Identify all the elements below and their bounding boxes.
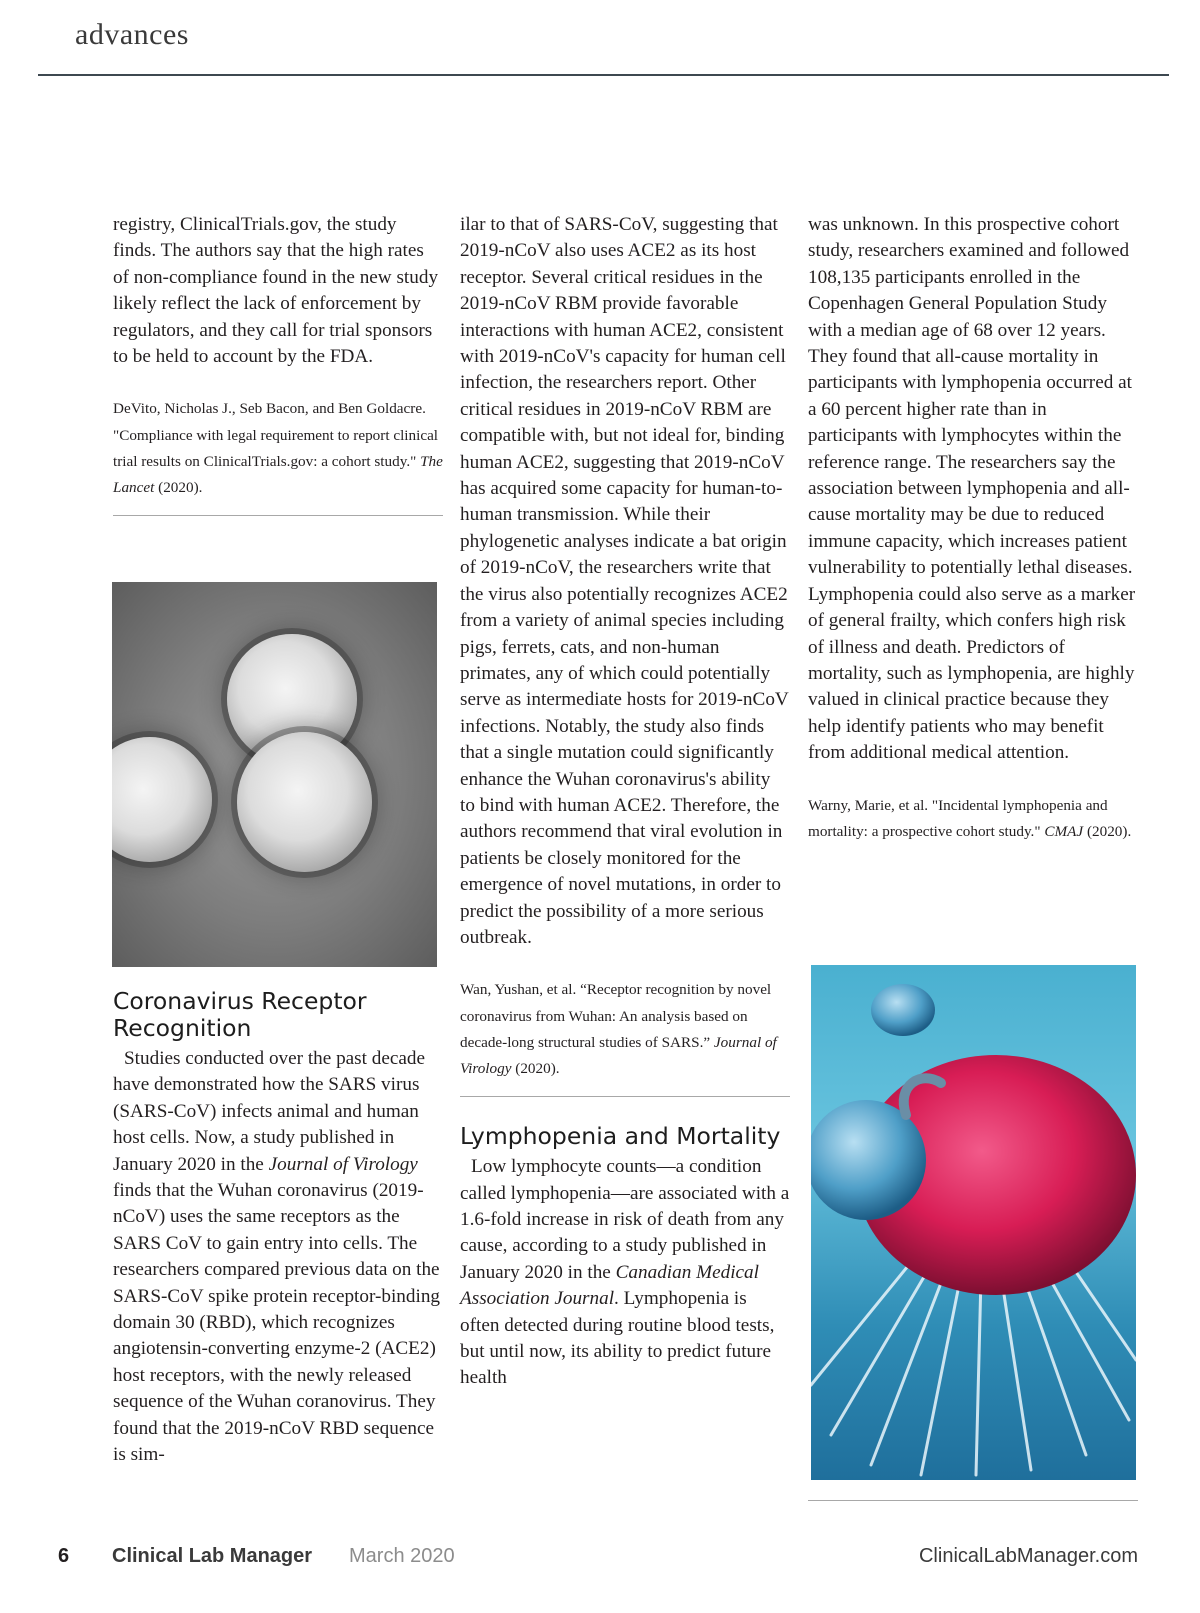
col1-paragraph-2 [113, 1046, 443, 1469]
col2-reference [460, 977, 790, 1082]
ref-text: Warny, Marie, et al. "Incidental lymphopenia and mortality: a prospective cohort study." [808, 796, 1108, 840]
col1-paragraph-1: registry, ClinicalTrials.gov, the study finds. The authors say that the high rates of non-compliance found in the new study likely reflect the lack of enforcement by regulators, and they call for trial sponsors to be held to account by the FDA. [113, 214, 439, 368]
lymphocyte-illustration [811, 965, 1136, 1480]
text-run: Low lymphocyte counts—a condition called lymphopenia—are associated with a 1.6-fold increase in risk of death from any cause, according to a study published in January 2020 in the [460, 1156, 790, 1283]
text-run: . Lymphopenia is often detected during routine blood tests, but until now, its ability to predict future health [460, 1288, 775, 1389]
virion [237, 732, 372, 872]
journal-name: Journal of Virology [268, 1153, 418, 1175]
issue-date: March 2020 [349, 1545, 455, 1567]
column-1-lower [113, 988, 443, 1469]
text-run: Studies conducted over the past decade have demonstrated how the SARS virus (SARS-CoV) infects animal and human host cells. Now, a study published in January 2020 in the [113, 1048, 426, 1175]
column-1 [113, 212, 443, 516]
ref-journal: The Lancet [113, 452, 443, 497]
divider [113, 515, 443, 516]
col3-reference [808, 793, 1138, 845]
ref-year: (2020). [154, 479, 203, 497]
journal-name: Canadian Medical Association Journal [460, 1261, 759, 1310]
article-heading-lymphopenia: Lymphopenia and Mortality [460, 1122, 781, 1151]
ref-year: (2020). [511, 1059, 560, 1077]
coronavirus-micrograph [112, 582, 437, 967]
ref-journal: CMAJ [1044, 822, 1084, 840]
ref-year: (2020). [1083, 822, 1132, 840]
section-label: advances [75, 18, 189, 51]
text-run: finds that the Wuhan coronavirus (2019-nCoV) uses the same receptors as the SARS CoV to gain entry into cells. The researchers compared previous data on the SARS-CoV spike protein receptor-binding domain 30 (RBD), which recognizes angiotensin-converting enzyme-2 (ACE2) host receptors, with the newly released sequence of the Wuhan coranovirus. They found that the 2019-nCoV RBD sequence is sim- [113, 1180, 441, 1466]
divider [460, 1096, 790, 1097]
divider [808, 1500, 1138, 1501]
ref-text: DeVito, Nicholas J., Seb Bacon, and Ben Goldacre. "Compliance with legal requirement to report clinical trial results on ClinicalTrials.gov: a cohort study." [113, 400, 439, 470]
col1-reference [113, 396, 443, 501]
cell-artwork [811, 965, 1136, 1480]
column-3-lower [808, 1500, 1138, 1501]
column-3 [808, 212, 1138, 845]
header-rule [38, 74, 1169, 76]
column-2 [460, 212, 790, 1392]
col2-paragraph-2 [460, 1154, 790, 1392]
ref-text: Wan, Yushan, et al. “Receptor recognition by novel coronavirus from Wuhan: An analysis based on decade-long structural studies of SARS.” [460, 981, 772, 1051]
website-link[interactable]: ClinicalLabManager.com [918, 1545, 1138, 1567]
col2-paragraph-1: ilar to that of SARS-CoV, suggesting that 2019-nCoV also uses ACE2 as its host receptor. Several critical residues in the 2019-nCoV RBM provide favorable interactions with human ACE2, consistent with 2019-nCoV's capacity for human cell infection, the researchers report. Other critical residues in 2019-nCoV RBM are compatible with, but not ideal for, binding human ACE2, suggesting that 2019-nCoV has acquired some capacity for human-to-human transmission. While their phylogenetic analyses indicate a bat origin of 2019-nCoV, the researchers write that the virus also potentially recognizes ACE2 from a variety of animal species including pigs, ferrets, cats, and non-human primates, any of which could potentially serve as intermediate hosts for 2019-nCoV infections. Notably, the study also finds that a single mutation could significantly enhance the Wuhan coronavirus's ability to bind with human ACE2. Therefore, the authors recommend that viral evolution in patients be closely monitored for the emergence of novel mutations, in order to predict the possibility of a more serious outbreak. [460, 214, 789, 948]
magazine-name: Clinical Lab Manager [112, 1545, 313, 1567]
article-heading-coronavirus: Coronavirus Receptor Recognition [113, 987, 367, 1042]
col3-paragraph-1: was unknown. In this prospective cohort study, researchers examined and followed 108,135 participants enrolled in the Copenhagen General Population Study with a median age of 68 over 12 years. They found that all-cause mortality in participants with lymphopenia occurred at a 60 percent higher rate than in participants with lymphocytes within the reference range. The researchers say the association between lymphopenia and all-cause mortality may be due to reduced immune capacity, which increases patient vulnerability to potentially lethal diseases. Lymphopenia could also serve as a marker of general frailty, which confers high risk of illness and death. Predictors of mortality, such as lymphopenia, are highly valued in clinical practice because they help identify patients who may benefit from additional medical attention. [808, 214, 1136, 764]
ref-journal: Journal of Virology [460, 1033, 777, 1077]
page-number: 6 [58, 1545, 70, 1567]
virion [112, 737, 212, 862]
